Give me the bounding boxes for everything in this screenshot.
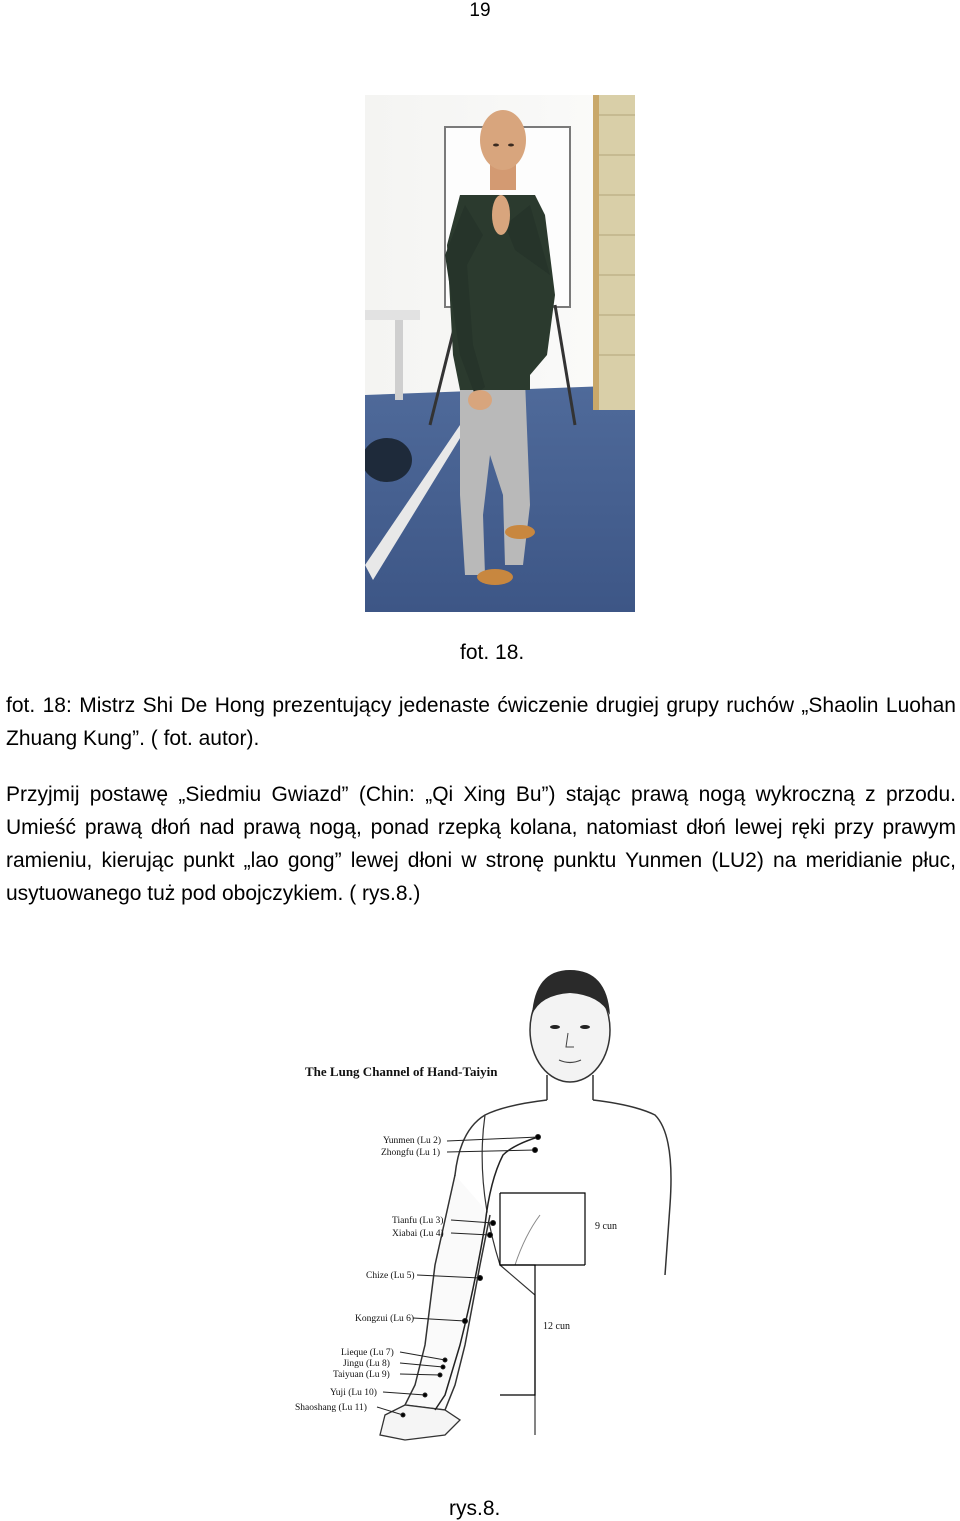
page-number: 19	[469, 0, 491, 21]
figure-caption: rys.8.	[449, 1497, 501, 1520]
diagram-title: The Lung Channel of Hand-Taiyin	[305, 1064, 498, 1079]
point-label-lu7: Lieque (Lu 7)	[341, 1348, 394, 1358]
point-label-lu11: Shaoshang (Lu 11)	[295, 1403, 367, 1413]
point-label-lu4: Xiabai (Lu 4)	[392, 1229, 444, 1239]
photo-description: fot. 18: Mistrz Shi De Hong prezentujący jedenaste ćwiczenie drugiej grupy ruchów „Shaolin Luohan Zhuang Kung”. ( fot. autor).	[6, 694, 956, 750]
point-label-lu9: Taiyuan (Lu 9)	[333, 1370, 390, 1380]
lung-channel-diagram	[285, 965, 685, 1465]
measure-9-cun: 9 cun	[595, 1221, 617, 1232]
photo-master-stance	[365, 95, 635, 612]
point-label-lu2: Yunmen (Lu 2)	[383, 1136, 442, 1146]
point-label-lu1: Zhongfu (Lu 1)	[381, 1148, 441, 1158]
point-label-lu6: Kongzui (Lu 6)	[355, 1314, 415, 1324]
measure-12-cun: 12 cun	[543, 1321, 570, 1332]
photo-caption: fot. 18.	[460, 641, 525, 664]
point-label-lu3: Tianfu (Lu 3)	[392, 1216, 444, 1226]
point-label-lu10: Yuji (Lu 10)	[330, 1388, 377, 1398]
instruction-paragraph: Przyjmij postawę „Siedmiu Gwiazd” (Chin: „Qi Xing Bu”) stając prawą nogą wykroczną z przodu. Umieść prawą dłoń nad prawą nogą, ponad rzepką kolana, natomiast dłoń lewej ręki przy prawym ramieniu, kierując punkt „lao gong” lewej dłoni w stronę punktu Yunmen (LU2) na meridianie płuc, usytuowanego tuż pod obojczykiem. ( rys.8.)	[6, 783, 956, 905]
point-label-lu5: Chize (Lu 5)	[366, 1271, 415, 1281]
point-label-lu8: Jingu (Lu 8)	[343, 1359, 390, 1369]
